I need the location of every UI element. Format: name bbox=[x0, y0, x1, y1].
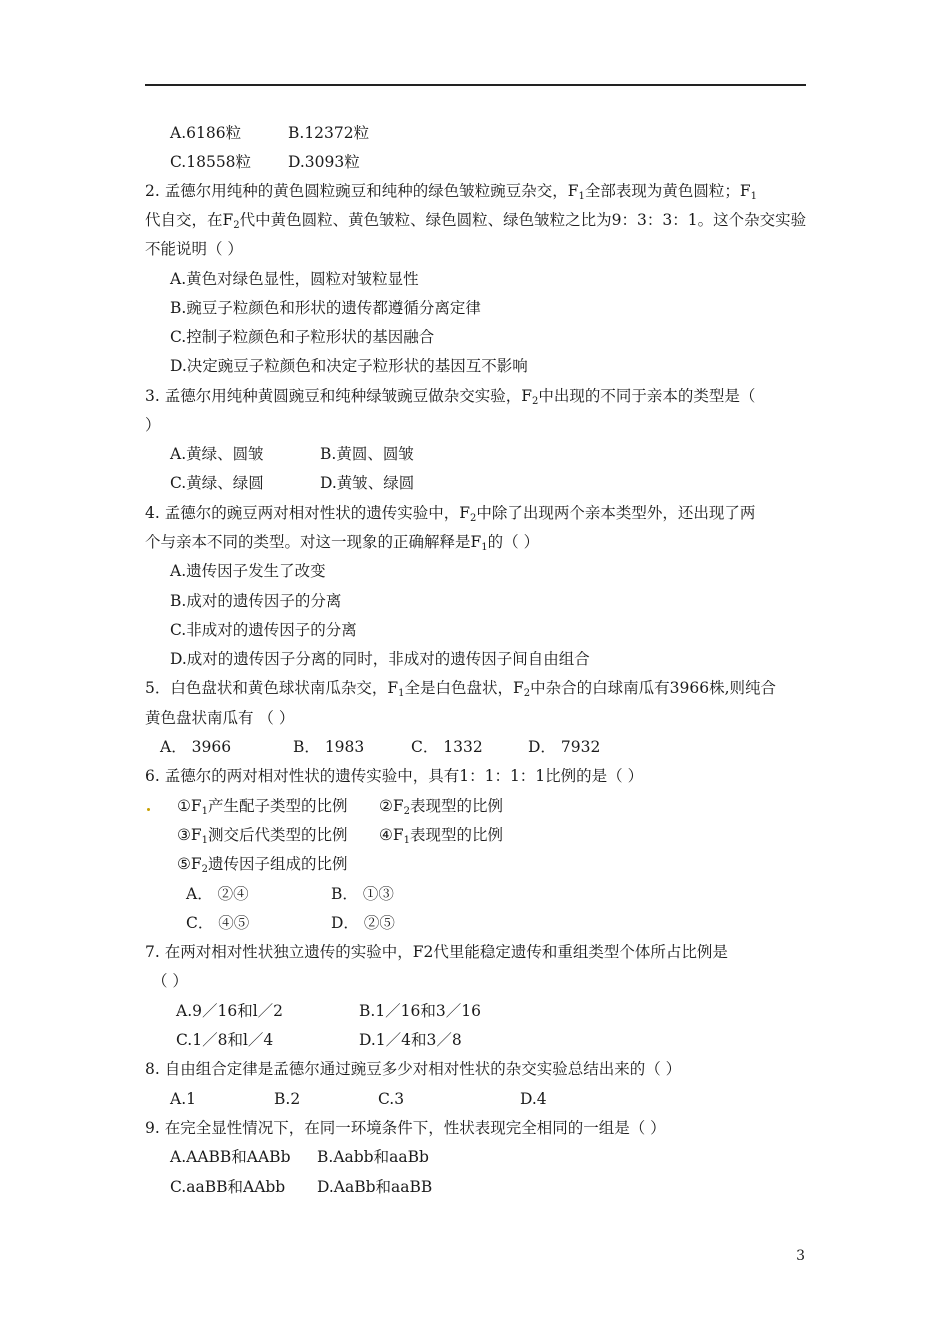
q8-option-b: B.2 bbox=[274, 1090, 301, 1108]
q9-stem: 9. 在完全显性情况下，在同一环境条件下，性状表现完全相同的一组是（ ） bbox=[145, 1119, 666, 1137]
q6-stem: 6. 孟德尔的两对相对性状的遗传实验中，具有1：1：1：1比例的是（ ） bbox=[145, 767, 644, 785]
q2-stem-line3: 不能说明（ ） bbox=[145, 240, 243, 258]
q8-stem: 8. 自由组合定律是孟德尔通过豌豆多少对相对性状的杂交实验总结出来的（ ） bbox=[145, 1060, 682, 1078]
q2-option-c: C.控制子粒颜色和子粒形状的基因融合 bbox=[170, 328, 435, 346]
q8-option-c: C.3 bbox=[378, 1090, 405, 1108]
q6-item-3: $③F_1$测交后代类型的比例 bbox=[177, 826, 348, 846]
q4-stem-line2: 个与亲本不同的类型。对这一现象的正确解释是$F_1$的（ ） bbox=[145, 533, 540, 553]
q9-option-b: B.Aabb和aaBb bbox=[317, 1148, 429, 1166]
q6-item-1: $①F_1$产生配子类型的比例 bbox=[177, 797, 348, 817]
q2-option-a: A.黄色对绿色显性，圆粒对皱粒显性 bbox=[170, 270, 419, 288]
q4-option-d: D.成对的遗传因子分离的同时，非成对的遗传因子间自由组合 bbox=[170, 650, 590, 668]
q5-option-c: C． 1332 bbox=[411, 738, 483, 756]
q4-option-c: C.非成对的遗传因子的分离 bbox=[170, 621, 357, 639]
q5-stem-line2: 黄色盘状南瓜有 （ ） bbox=[145, 709, 295, 727]
q3-option-d: D.黄皱、绿圆 bbox=[320, 474, 415, 492]
q5-option-a: A． 3966 bbox=[160, 738, 232, 756]
q8-option-d: D.4 bbox=[520, 1090, 547, 1108]
q2-option-b: B.豌豆子粒颜色和形状的遗传都遵循分离定律 bbox=[170, 299, 481, 317]
q6-option-b: B． ①③ bbox=[331, 885, 394, 903]
q1-option-b: B.12372粒 bbox=[288, 124, 370, 142]
stray-dot bbox=[147, 808, 150, 811]
q7-stem-line1: 7. 在两对相对性状独立遗传的实验中，F2代里能稳定遗传和重组类型个体所占比例是 bbox=[145, 943, 728, 961]
q6-option-c: C． ④⑤ bbox=[186, 914, 250, 932]
q7-option-b: B.1／16和3／16 bbox=[359, 1002, 481, 1020]
q3-option-b: B.黄圆、圆皱 bbox=[320, 445, 414, 463]
q7-option-d: D.1／4和3／8 bbox=[359, 1031, 462, 1049]
q9-option-c: C.aaBB和AAbb bbox=[170, 1178, 286, 1196]
q6-option-a: A． ②④ bbox=[186, 885, 249, 903]
q9-option-d: D.AaBb和aaBB bbox=[317, 1178, 433, 1196]
q5-option-b: B． 1983 bbox=[293, 738, 365, 756]
q2-stem-line1: 2. 孟德尔用纯种的黄色圆粒豌豆和纯种的绿色皱粒豌豆杂交，$F_1$全部表现为黄色圆粒；$F_1$ bbox=[145, 182, 757, 202]
q5-stem-line1: 5．白色盘状和黄色球状南瓜杂交，$F_1$全是白色盘状，$F_2$中杂合的白球南瓜有3966株,则纯合 bbox=[145, 679, 777, 699]
q1-option-d: D.3093粒 bbox=[288, 153, 360, 171]
page-number: 3 bbox=[796, 1248, 805, 1264]
q6-item-5: $⑤F_2$遗传因子组成的比例 bbox=[177, 855, 348, 875]
q7-stem-line2: （ ） bbox=[152, 972, 188, 990]
q7-option-c: C.1／8和l／4 bbox=[176, 1031, 274, 1049]
q3-stem-line2: ） bbox=[145, 416, 161, 434]
q3-stem-line1: 3. 孟德尔用纯种黄圆豌豆和纯种绿皱豌豆做杂交实验，$F_2$中出现的不同于亲本的类型是（ bbox=[145, 387, 756, 407]
q1-option-a: A.6186粒 bbox=[170, 124, 242, 142]
q3-option-c: C.黄绿、绿圆 bbox=[170, 474, 264, 492]
q4-stem-line1: 4. 孟德尔的豌豆两对相对性状的遗传实验中，$F_2$中除了出现两个亲本类型外，还出现了两 bbox=[145, 504, 756, 524]
q6-item-2: $②F_2$表现型的比例 bbox=[379, 797, 504, 817]
q6-item-4: $④F_1$表现型的比例 bbox=[379, 826, 504, 846]
header-rule bbox=[145, 84, 806, 86]
q2-option-d: D.决定豌豆子粒颜色和决定子粒形状的基因互不影响 bbox=[170, 357, 528, 375]
q3-option-a: A.黄绿、圆皱 bbox=[170, 445, 264, 463]
q1-option-c: C.18558粒 bbox=[170, 153, 252, 171]
q5-option-d: D． 7932 bbox=[528, 738, 601, 756]
q6-option-d: D． ②⑤ bbox=[331, 914, 395, 932]
q2-stem-line2: 代自交，在$F_2$代中黄色圆粒、黄色皱粒、绿色圆粒、绿色皱粒之比为9：3：3：1。这个杂交实验 bbox=[145, 211, 807, 231]
q4-option-a: A.遗传因子发生了改变 bbox=[170, 562, 326, 580]
q8-option-a: A.1 bbox=[170, 1090, 196, 1108]
q4-option-b: B.成对的遗传因子的分离 bbox=[170, 592, 342, 610]
q9-option-a: A.AABB和AABb bbox=[170, 1148, 291, 1166]
q7-option-a: A.9／16和l／2 bbox=[176, 1002, 284, 1020]
